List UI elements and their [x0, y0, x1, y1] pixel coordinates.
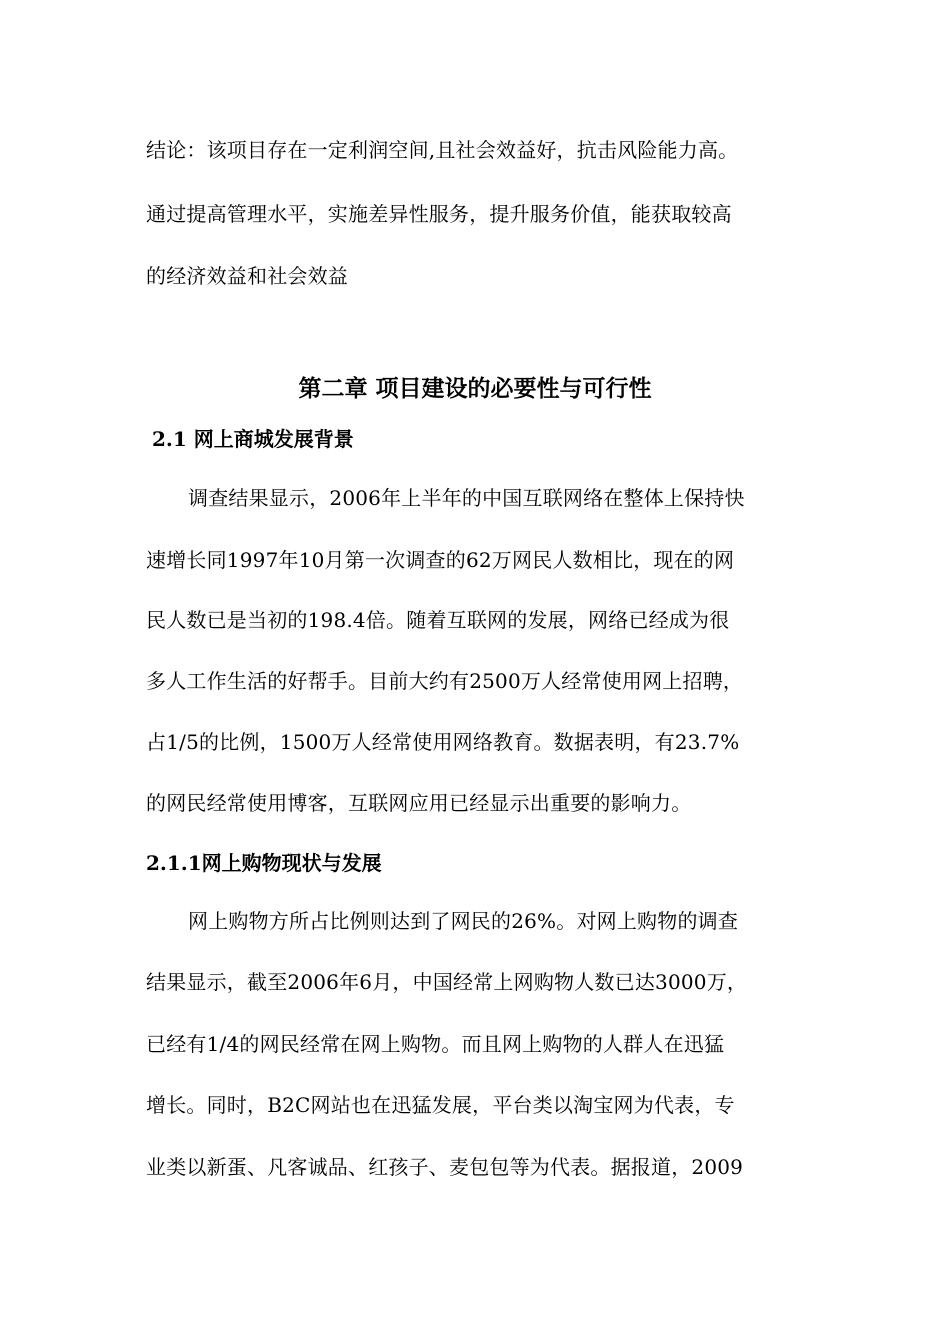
conclusion-line-3: 的经济效益和社会效益	[146, 264, 348, 288]
section-heading-2-1: 2.1 网上商城发展背景	[152, 427, 354, 451]
paragraph-line: 占1/5的比例，1500万人经常使用网络教育。数据表明，有23.7%	[146, 730, 740, 754]
paragraph-line: 的网民经常使用博客，互联网应用已经显示出重要的影响力。	[146, 791, 692, 815]
conclusion-line-1: 结论：该项目存在一定利润空间,且社会效益好，抗击风险能力高。	[146, 138, 739, 162]
conclusion-line-2: 通过提高管理水平，实施差异性服务，提升服务价值，能获取较高	[146, 202, 732, 226]
paragraph-line: 业类以新蛋、凡客诚品、红孩子、麦包包等为代表。据报道，2009	[146, 1155, 744, 1179]
chapter-title: 第二章 项目建设的必要性与可行性	[298, 375, 652, 402]
paragraph-line: 网上购物方所占比例则达到了网民的26%。对网上购物的调查	[188, 909, 739, 933]
paragraph-line: 调查结果显示，2006年上半年的中国互联网络在整体上保持快	[188, 486, 745, 510]
paragraph-line: 速增长同1997年10月第一次调查的62万网民人数相比，现在的网	[146, 548, 735, 572]
paragraph-line: 增长。同时，B2C网站也在迅猛发展，平台类以淘宝网为代表，专	[146, 1093, 735, 1117]
section-heading-2-1-1: 2.1.1网上购物现状与发展	[146, 851, 382, 875]
paragraph-line: 结果显示，截至2006年6月，中国经常上网购物人数已达3000万，	[146, 970, 748, 994]
paragraph-line: 民人数已是当初的198.4倍。随着互联网的发展，网络已经成为很	[146, 608, 730, 632]
paragraph-line: 已经有1/4的网民经常在网上购物。而且网上购物的人群人在迅猛	[146, 1032, 725, 1056]
paragraph-line: 多人工作生活的好帮手。目前大约有2500万人经常使用网上招聘，	[146, 669, 744, 693]
